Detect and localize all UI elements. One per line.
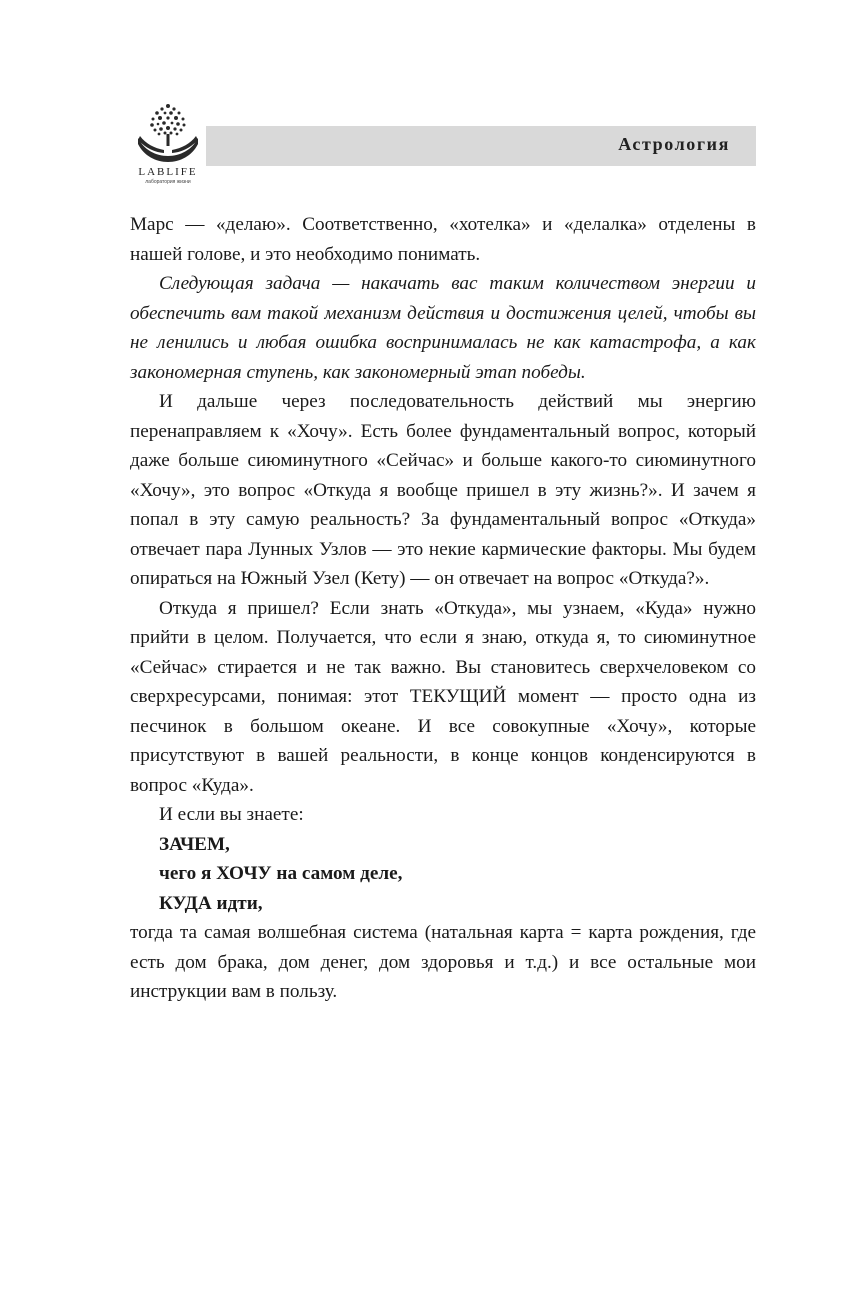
logo-tagline: лаборатория жизни bbox=[145, 179, 191, 185]
running-header bbox=[206, 126, 756, 166]
page-body bbox=[130, 210, 756, 1007]
logo-wordmark: LABLIFE bbox=[138, 166, 198, 178]
paragraph: И если вы знаете: bbox=[159, 804, 304, 825]
tree-hands-icon bbox=[134, 100, 202, 164]
bold-line: ЗАЧЕМ, bbox=[159, 833, 230, 855]
italic-paragraph: Следующая задача — накачать вас таким количеством энергии и обеспечить вам такой механизм действия и достижения целей, чтобы вы не ленились и любая ошибка воспринималась не как катастрофа, а как закономерная ступень, как закономерный этап победы. bbox=[130, 273, 756, 383]
publisher-logo bbox=[128, 100, 208, 190]
closing-paragraph: тогда та самая волшебная система (натальная карта = карта рождения, где есть дом брака, дом денег, дом здоровья и т.д.) и все остальные мои инструкции вам в пользу. bbox=[130, 922, 756, 1002]
paragraph: Откуда я пришел? Если знать «Откуда», мы узнаем, «Куда» нужно прийти в целом. Получается, что если я знаю, откуда я, то сиюминутное «Сейчас» стирается и не так важно. Вы становитесь сверхчеловеком со сверхресурсами, понимая: этот ТЕКУЩИЙ момент — просто одна из песчинок в большом океане. И все совокупные «Хочу», которые присутствуют в вашей реальности, в конце концов конденсируются в вопрос «Куда». bbox=[130, 597, 756, 796]
bold-line: чего я ХОЧУ на самом деле, bbox=[159, 863, 403, 884]
paragraph: Марс — «делаю». Соответственно, «хотелка» и «делалка» отделены в нашей голове, и это необходимо понимать. bbox=[130, 214, 756, 265]
bold-line: КУДА идти, bbox=[159, 892, 263, 914]
paragraph: И дальше через последовательность действий мы энергию перенаправляем к «Хочу». Есть более фундаментальный вопрос, который даже больше сиюминутного «Сейчас» и больше какого-то сиюминутного «Хочу», это вопрос «Откуда я вообще пришел в эту жизнь?». И зачем я попал в эту самую реальность? За фундаментальный вопрос «Откуда» отвечает пара Лунных Узлов — это некие кармические факторы. Мы будем опираться на Южный Узел (Кету) — он отвечает на вопрос «Откуда?». bbox=[130, 391, 756, 589]
section-title: Астрология bbox=[618, 134, 730, 154]
